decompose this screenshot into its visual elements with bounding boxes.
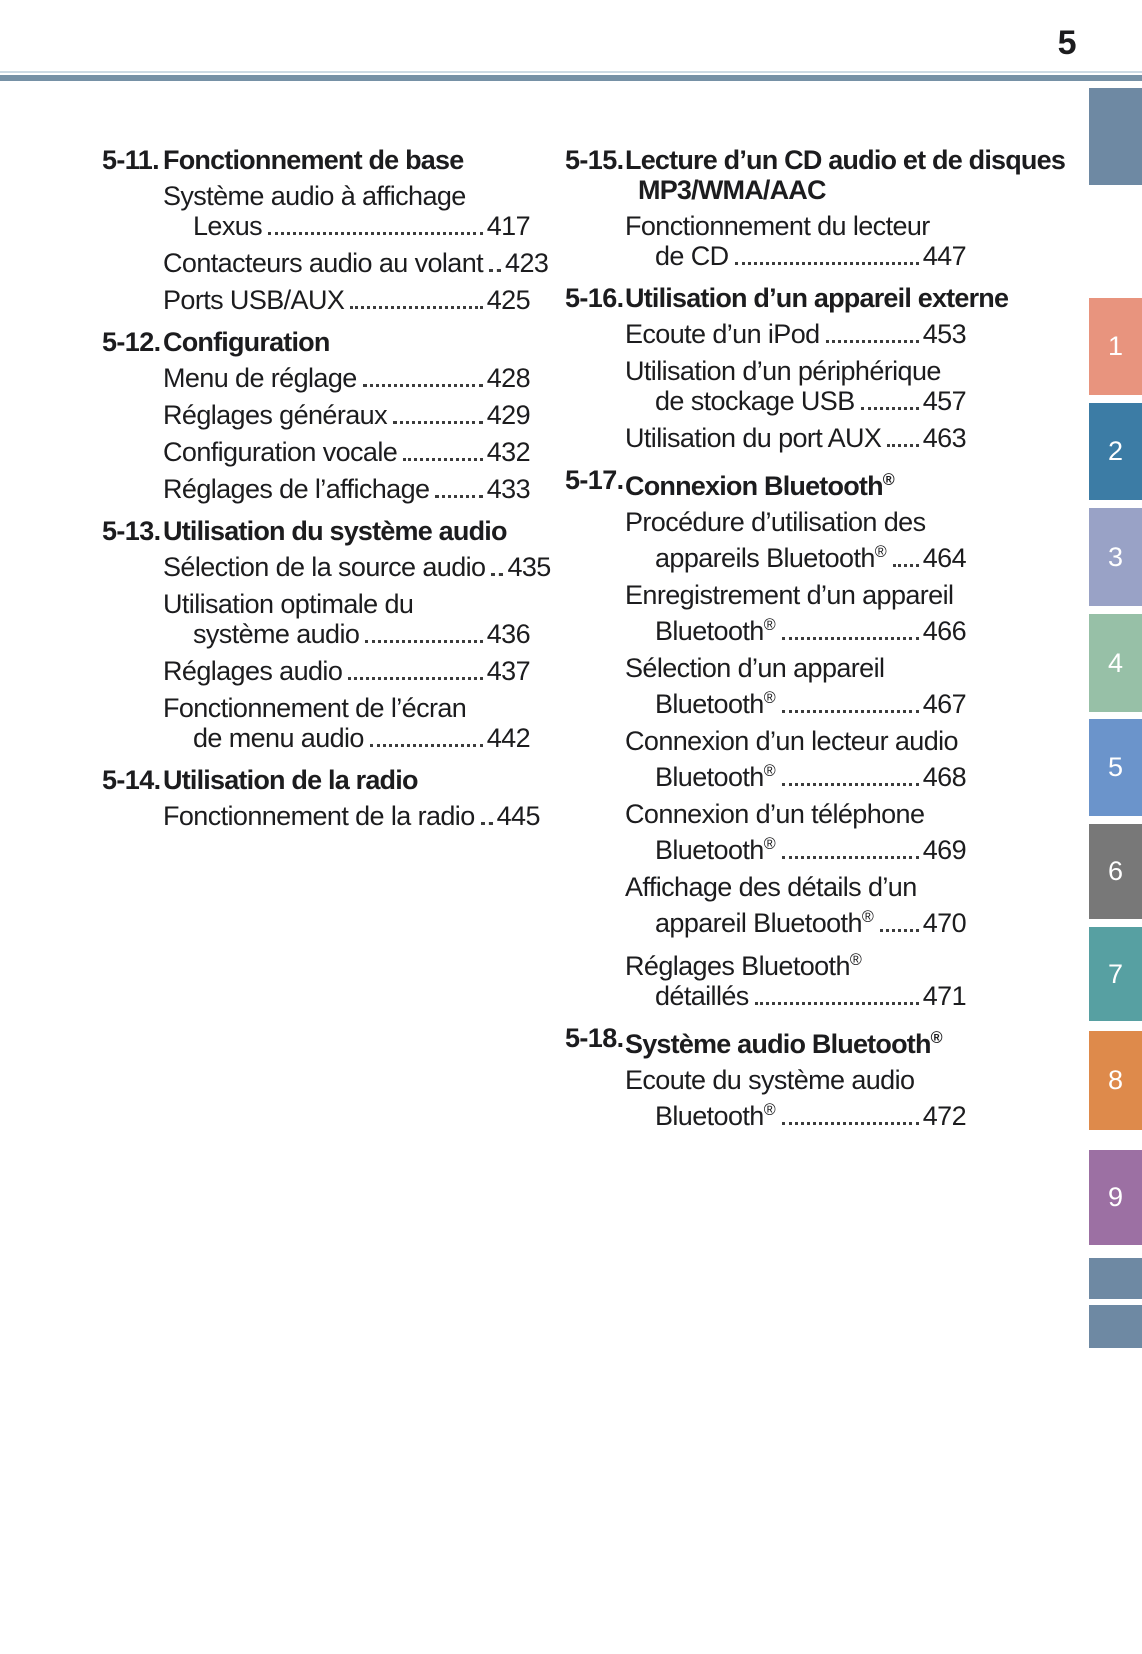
dot-leader [782,710,919,713]
section-heading [102,145,530,175]
toc-column-left [102,145,551,838]
entry-text: appareils Bluetooth® [655,543,887,573]
toc-column-right [565,145,1066,1138]
section-number: 5-18. [565,1023,624,1053]
section-title: Configuration [163,327,330,357]
entry-text: Bluetooth® [655,835,776,865]
toc-entry [163,363,530,393]
entry-text: Fonctionnement de l’écran [163,693,467,723]
section-entries [102,181,549,315]
dot-leader [782,783,919,786]
entry-page-number: 463 [922,423,966,453]
section-number: 5-12. [102,327,161,357]
entry-page-number: 469 [922,835,966,865]
toc-section-5-14 [102,765,540,831]
section-title: Fonctionnement de base [163,145,464,175]
section-entries [565,507,966,1011]
toc-section-5-16 [565,283,1009,453]
entry-text: Lexus [193,211,263,241]
entry-text: de CD [655,241,729,271]
entry-page-number: 436 [486,619,530,649]
entry-text: Bluetooth® [655,616,776,646]
section-heading [565,145,1066,175]
chapter-tab-6 [1089,824,1142,919]
chapter-tab-label: 1 [1107,331,1124,361]
section-title: Lecture d’un CD audio et de disques [625,145,1066,175]
dot-leader [782,1122,919,1125]
entry-text: Sélection d’un appareil [625,653,885,683]
chapter-tab-8 [1089,1031,1142,1130]
section-entries [565,319,966,453]
toc-entry [625,872,966,938]
section-number: 5-17. [565,465,624,495]
entry-text: Connexion d’un téléphone [625,799,925,829]
dot-leader [363,384,483,387]
toc-entry [163,693,530,753]
entry-page-number: 453 [922,319,966,349]
chapter-tab-label: 3 [1107,541,1124,572]
chapter-tab-label: 2 [1107,436,1124,466]
entry-page-number: 471 [922,981,966,1011]
toc-entry [163,181,530,241]
section-entries [565,1065,966,1131]
toc-entry [163,552,551,582]
section-number: 5-11. [102,145,160,175]
dot-leader [826,340,919,343]
toc-entry [625,945,966,1011]
toc-entry [625,319,966,349]
entry-text: Contacteurs audio au volant [163,248,484,278]
entry-text: Système audio à affichage [163,181,466,211]
dot-leader [887,444,918,447]
chapter-tab-2 [1089,403,1142,500]
section-number: 5-15. [565,145,624,175]
dot-leader [403,458,483,461]
entry-text: Enregistrement d’un appareil [625,580,954,610]
entry-page-number: 467 [922,689,966,719]
chapter-tab-label: 5 [1107,752,1124,782]
entry-text: Fonctionnement du lecteur [625,211,930,241]
entry-page-number: 425 [486,285,530,315]
entry-text: Bluetooth® [655,762,776,792]
toc-section-5-12 [102,327,530,504]
entry-text: Sélection de la source audio [163,552,486,582]
dot-leader [491,573,503,576]
entry-page-number: 435 [507,552,551,582]
chapter-tab-3 [1089,508,1142,606]
dot-leader [268,232,483,235]
section-entries [102,363,530,504]
entry-text: appareil Bluetooth® [655,908,874,938]
entry-text: Réglages de l’affichage [163,474,430,504]
entry-page-number: 468 [922,762,966,792]
entry-text: Utilisation du port AUX [625,423,882,453]
entry-page-number: 428 [486,363,530,393]
chapter-tab-1 [1089,298,1142,395]
entry-text: Menu de réglage [163,363,357,393]
toc-entry [625,507,966,573]
section-heading [565,465,966,501]
entry-page-number: 429 [486,400,530,430]
entry-text: Affichage des détails d’un [625,872,917,902]
entry-text: Ecoute du système audio [625,1065,915,1095]
dot-leader [365,640,482,643]
section-number: 5-13. [102,516,161,546]
section-heading [102,765,530,795]
entry-text: Réglages généraux [163,400,387,430]
dot-leader [350,306,482,309]
toc-entry [625,1065,966,1131]
entry-text: Procédure d’utilisation des [625,507,926,537]
toc-section-5-11 [102,145,549,315]
chapter-tab-strip [1089,0,1142,1654]
entry-text: Ports USB/AUX [163,285,345,315]
entry-page-number: 447 [922,241,966,271]
toc-entry [163,801,540,831]
toc-entry [625,653,966,719]
entry-page-number: 437 [486,656,530,686]
dot-leader [481,822,493,825]
dot-leader [393,421,483,424]
dot-leader [489,269,501,272]
entry-text: détaillés [655,981,749,1011]
entry-page-number: 470 [922,908,966,938]
entry-text: Configuration vocale [163,437,398,467]
entry-text: Utilisation d’un périphérique [625,356,941,386]
entry-page-number: 417 [486,211,530,241]
dot-leader [755,1002,919,1005]
entry-text: Utilisation optimale du [163,589,414,619]
dot-leader [893,564,919,567]
chapter-tab-label: 9 [1107,1182,1124,1212]
section-heading [565,1023,966,1059]
entry-text: Ecoute d’un iPod [625,319,820,349]
dot-leader [435,495,482,498]
entry-text: de menu audio [193,723,364,753]
dot-leader [782,856,919,859]
toc-entry [163,400,530,430]
entry-text: de stockage USB [655,386,855,416]
toc-entry [163,248,549,278]
entry-page-number: 472 [922,1101,966,1131]
section-heading [102,327,530,357]
entry-text: système audio [193,619,360,649]
toc-entry [625,356,966,416]
section-entries [565,211,966,271]
entry-text: Bluetooth® [655,689,776,719]
dot-leader [880,929,919,932]
chapter-tab-label: 7 [1107,958,1124,989]
toc-entry [163,437,530,467]
entry-text: Fonctionnement de la radio [163,801,475,831]
entry-page-number: 423 [505,248,549,278]
section-title-line2: MP3/WMA/AAC [638,175,826,205]
section-title: Utilisation du système audio [163,516,507,546]
entry-page-number: 466 [922,616,966,646]
entry-text: Réglages audio [163,656,343,686]
chapter-tab-7 [1089,927,1142,1021]
toc-entry [625,726,966,792]
dot-leader [370,744,483,747]
section-number: 5-16. [565,283,624,313]
chapter-tab-5 [1089,719,1142,816]
chapter-tab-label: 4 [1107,647,1124,678]
toc-entry [625,580,966,646]
toc-entry [163,589,530,649]
toc-section-5-13 [102,516,551,753]
section-title: Utilisation de la radio [163,765,418,795]
entry-text: Réglages Bluetooth® [625,951,862,981]
toc-entry [163,285,530,315]
chapter-tab-4 [1089,614,1142,712]
page-number: 5 [1057,24,1076,62]
section-number: 5-14. [102,765,161,795]
toc-entry [163,474,530,504]
entry-page-number: 445 [496,801,540,831]
toc-section-5-18 [565,1023,966,1131]
chapter-tab-9 [1089,1150,1142,1245]
entry-page-number: 433 [486,474,530,504]
toc-entry [625,799,966,865]
section-title: Utilisation d’un appareil externe [625,283,1009,313]
entry-text: Bluetooth® [655,1101,776,1131]
chapter-tab-blank-top [1089,88,1142,185]
toc-entry [625,211,966,271]
dot-leader [782,637,919,640]
entry-page-number: 457 [922,386,966,416]
section-title: Connexion Bluetooth® [625,471,895,501]
entry-page-number: 464 [922,543,966,573]
header-rule-light [0,71,1142,73]
section-heading [102,516,530,546]
dot-leader [348,677,483,680]
dot-leader [861,407,919,410]
chapter-tab-blank-bottom-2 [1089,1305,1142,1348]
toc-entry [625,423,966,453]
section-entries [102,801,540,831]
chapter-tab-blank-bottom-1 [1089,1258,1142,1299]
toc-entry [163,656,530,686]
toc-section-5-15 [565,145,1066,271]
section-title: Système audio Bluetooth® [625,1029,943,1059]
section-heading [565,283,1009,313]
dot-leader [735,262,919,265]
entry-text: Connexion d’un lecteur audio [625,726,958,756]
chapter-tab-label: 8 [1107,1065,1124,1095]
header-rule [0,75,1142,81]
section-entries [102,552,551,753]
chapter-tab-label: 6 [1107,856,1124,886]
entry-page-number: 442 [486,723,530,753]
toc-section-5-17 [565,465,966,1011]
entry-page-number: 432 [486,437,530,467]
